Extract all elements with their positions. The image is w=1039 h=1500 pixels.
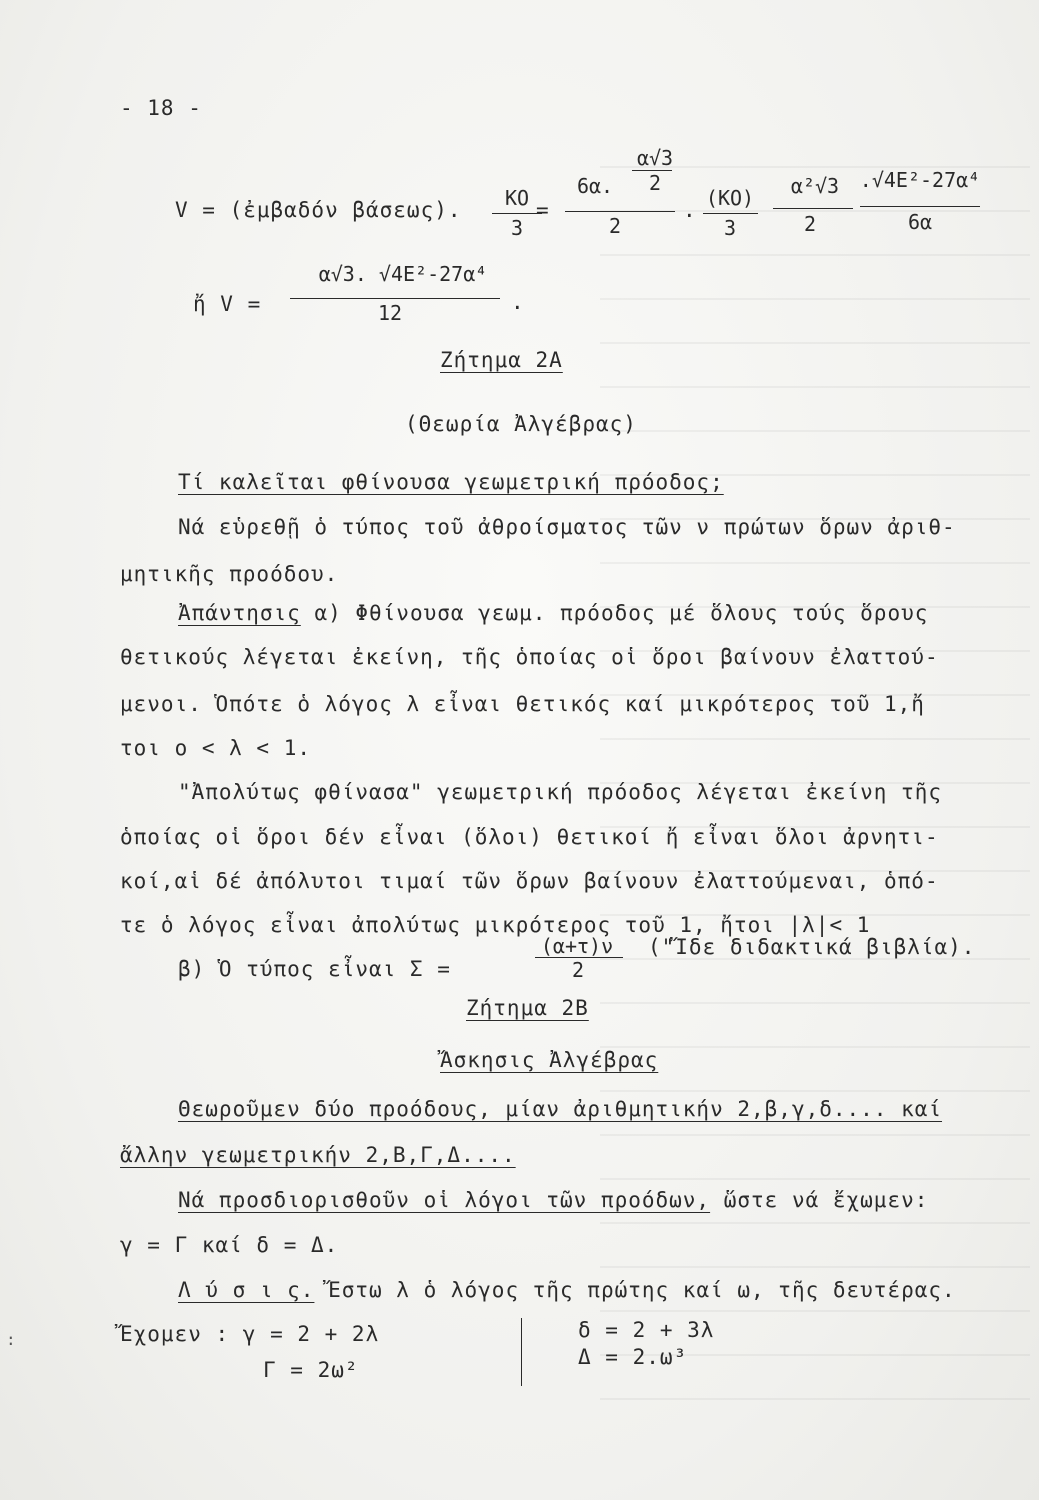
answer-line5: "Ἀπολύτως φθίνασα" γεωμετρική πρόοδος λέγεται ἐκείνη τῆς (178, 780, 943, 804)
frac-bar (492, 213, 542, 214)
sum-formula-den: 2 (571, 958, 585, 982)
frac-root-4e2: .√4Ε²-27α⁴ (859, 168, 981, 192)
answer-line6: ὁποίας οἱ ὅροι δέν εἶναι (ὅλοι) θετικοί ἤ εἶναι ὅλοι ἀρνητι- (120, 825, 939, 849)
equals-sign: = (536, 198, 550, 222)
answer-line8: τε ὁ λόγος εἶναι ἀπολύτως μικρότερος τοῦ 1, ἤτοι |λ|< 1 (120, 913, 871, 937)
frac-ko-num: ΚΟ (504, 186, 530, 210)
answer-line4: τοι ο < λ < 1. (120, 736, 312, 760)
frac-bar (860, 206, 980, 207)
problem-line3 (178, 1188, 928, 1212)
frac-bar (703, 213, 758, 214)
question-a-line2: Νά εὑρεθῇ ὁ τύπος τοῦ ἀθροίσματος τῶν ν πρώτων ὅρων ἀριθ- (178, 515, 956, 539)
frac-a2-root3: α²√3 (790, 174, 840, 198)
solution-Gamma: Γ = 2ω² (263, 1358, 359, 1382)
answer-line1-text: α) Φθίνουσα γεωμ. πρόοδος μέ ὅλους τούς ὅρους (300, 601, 929, 625)
formula2-lhs: ἤ V = (193, 292, 262, 316)
formula2-numerator: α√3. √4Ε²-27α⁴ (318, 262, 488, 286)
solution-line1-text: Ἔστω λ ὁ λόγος τῆς πρώτης καί ω, τῆς δευτέρας. (314, 1278, 956, 1302)
answer-line3: μενοι. Ὁπότε ὁ λόγος λ εἶναι θετικός καί μικρότερος τοῦ 1,ἤ (120, 692, 925, 716)
dot-sign: . (683, 198, 697, 222)
frac-den-2: 2 (608, 214, 622, 238)
frac-6a: 6α. (576, 174, 614, 198)
solution-label: Λ ύ σ ι ς. (178, 1278, 315, 1302)
problem-line3-rest: ὥστε νά ἔχωμεν: (710, 1188, 929, 1212)
section-b-subtitle: Ἄσκησις Ἀλγέβρας (440, 1048, 659, 1072)
frac-bar (565, 211, 675, 212)
answer-label: Ἀπάντησις (178, 601, 301, 625)
answer-line1 (178, 601, 928, 625)
formula-lhs: V = (ἐμβαδόν βάσεως). (175, 198, 462, 222)
section-a-subtitle: (Θεωρία Ἀλγέβρας) (405, 412, 637, 436)
formula2-denominator: 12 (377, 301, 403, 325)
problem-line1: Θεωροῦμεν δύο προόδους, μίαν ἀριθμητικήν 2,β,γ,δ.... καί (178, 1097, 943, 1121)
frac-ko2-num: (ΚΟ) (705, 186, 755, 210)
sum-formula-num: (α+τ)ν (540, 934, 614, 958)
section-heading-2b: Ζήτημα 2Β (466, 996, 589, 1020)
page-number: - 18 - (120, 96, 202, 120)
divider-line (521, 1318, 522, 1386)
solution-Delta: Δ = 2.ω³ (578, 1345, 688, 1369)
frac-ko-den: 3 (510, 216, 524, 240)
question-a: Τί καλεῖται φθίνουσα γεωμετρική πρόοδος; (178, 470, 724, 494)
answer-line2: θετικούς λέγεται ἐκείνη, τῆς ὁποίας οἱ ὅροι βαίνουν ἐλαττού- (120, 645, 939, 669)
problem-line3-underlined: Νά προσδιορισθοῦν οἱ λόγοι τῶν προόδων, (178, 1188, 711, 1212)
frac-den-2b: 2 (803, 212, 817, 236)
frac-bar (773, 208, 853, 209)
answer-b-start: β) Ὁ τύπος εἶναι Σ = (178, 957, 451, 981)
margin-mark: : (6, 1330, 17, 1349)
answer-b-end: ("Ἴδε διδακτικά βιβλία). (648, 935, 976, 959)
question-a-line3: μητικῆς προόδου. (120, 562, 339, 586)
section-heading-2a: Ζήτημα 2Α (440, 348, 563, 372)
formula2-dot: . (511, 290, 525, 314)
solution-delta: δ = 2 + 3λ (578, 1318, 715, 1342)
frac-ko2-den: 3 (723, 216, 737, 240)
frac-a-root3: α√3 (636, 146, 674, 170)
problem-line2: ἄλλην γεωμετρικήν 2,Β,Γ,Δ.... (120, 1143, 516, 1167)
solution-gamma: Ἔχομεν : γ = 2 + 2λ (120, 1322, 380, 1346)
frac-6a-den: 6α (907, 210, 933, 234)
problem-line4: γ = Γ καί δ = Δ. (120, 1233, 339, 1257)
frac-2: 2 (648, 171, 662, 195)
solution-line1 (178, 1278, 956, 1302)
answer-line7: κοί,αἱ δέ ἀπόλυτοι τιμαί τῶν ὅρων βαίνουν ἐλαττούμεναι, ὁπό- (120, 869, 939, 893)
frac-bar (290, 298, 500, 299)
